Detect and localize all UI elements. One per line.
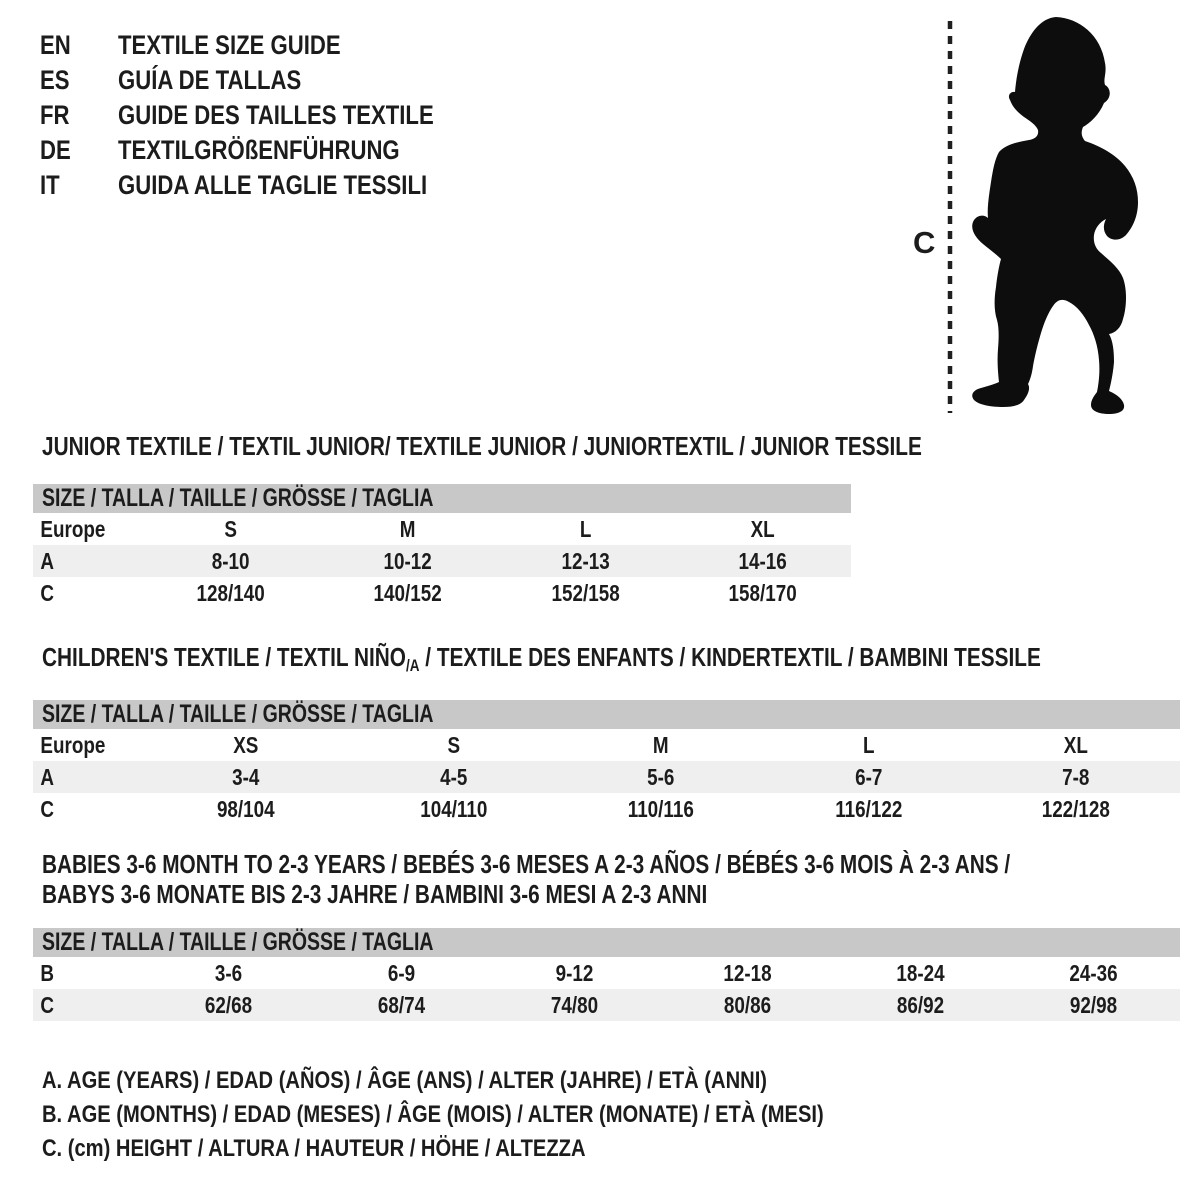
- table-title-text: [42, 431, 922, 461]
- size-cell: XL: [1064, 731, 1089, 758]
- size-cell: 80/86: [723, 991, 772, 1018]
- language-code: DE: [40, 135, 71, 165]
- size-cell: 98/104: [216, 795, 275, 822]
- size-cell: 8-10: [211, 547, 250, 574]
- size-cell: XL: [750, 515, 775, 542]
- size-cell: 14-16: [738, 547, 787, 574]
- size-cell: 122/128: [1042, 795, 1111, 822]
- size-header-bar: [33, 484, 851, 513]
- table-title-segment: JUNIOR TEXTILE / TEXTIL JUNIOR/ TEXTILE JUNIOR / JUNIORTEXTIL / JUNIOR TESSILE: [42, 431, 922, 461]
- guide-title: GUÍA DE TALLAS: [118, 65, 302, 95]
- guide-title: GUIDE DES TAILLES TEXTILE: [118, 100, 434, 130]
- language-row: [40, 133, 503, 168]
- row-label: Europe: [40, 515, 106, 542]
- table-title-text: [42, 642, 1041, 681]
- size-cell: M: [400, 515, 416, 542]
- size-cell: 3-6: [214, 959, 243, 986]
- table-title-segment: BABIES 3-6 MONTH TO 2-3 YEARS / BEBÉS 3-6 MESES A 2-3 AÑOS / BÉBÉS 3-6 MOIS À 2-3 ANS /: [42, 849, 1011, 879]
- table-title-line: [42, 879, 1180, 909]
- size-cell: 12-13: [560, 547, 610, 574]
- size-cell: 12-18: [723, 959, 772, 986]
- size-cell: L: [579, 515, 591, 542]
- measurement-figure-svg: [893, 10, 1153, 422]
- size-cell: 9-12: [555, 959, 594, 986]
- legend-line: A. AGE (YEARS) / EDAD (AÑOS) / ÂGE (ANS) / ALTER (JAHRE) / ETÀ (ANNI): [42, 1067, 768, 1094]
- size-cell: 140/152: [373, 579, 442, 606]
- row-label: A: [40, 547, 55, 574]
- table-row: [33, 513, 851, 545]
- size-cell: 6-9: [387, 959, 416, 986]
- language-code: ES: [40, 65, 70, 95]
- size-cell: S: [447, 731, 460, 758]
- table-title-text: [42, 849, 1010, 879]
- size-cell: 116/122: [835, 795, 903, 822]
- size-cell: 5-6: [647, 763, 675, 790]
- size-cell: 7-8: [1062, 763, 1090, 790]
- row-label: C: [40, 579, 55, 606]
- table-row: [33, 989, 1180, 1021]
- legend-line: C. (cm) HEIGHT / ALTURA / HAUTEUR / HÖHE / ALTEZZA: [42, 1135, 586, 1162]
- table-row: [33, 577, 851, 609]
- size-cell: 152/158: [551, 579, 620, 606]
- size-table-t-children: [33, 642, 1180, 825]
- language-code: IT: [40, 170, 60, 200]
- table-title-text: [42, 879, 707, 909]
- size-cell: 86/92: [896, 991, 945, 1018]
- size-cell: 110/116: [627, 795, 695, 822]
- size-cell: M: [653, 731, 669, 758]
- measurement-legend: [42, 1064, 973, 1166]
- table-row: [33, 545, 851, 577]
- size-cell: 128/140: [196, 579, 265, 606]
- row-label: C: [40, 795, 55, 822]
- table-title: [33, 849, 1180, 909]
- table-title: [33, 642, 1180, 681]
- table-title-segment: CHILDREN'S TEXTILE / TEXTIL NIÑO: [42, 642, 406, 672]
- table-title-line: [42, 431, 922, 461]
- toddler-silhouette-icon: [972, 17, 1138, 414]
- row-label: C: [40, 991, 55, 1018]
- size-cell: 6-7: [854, 763, 883, 790]
- table-row: [33, 761, 1180, 793]
- size-cell: 104/110: [419, 795, 487, 822]
- table-title-segment: / TEXTILE DES ENFANTS / KINDERTEXTIL / BAMBINI TESSILE: [419, 642, 1041, 672]
- size-header-text: SIZE / TALLA / TAILLE / GRÖSSE / TAGLIA: [42, 928, 434, 956]
- language-row: [40, 98, 503, 133]
- table-title: [33, 431, 922, 461]
- language-row: [40, 63, 503, 98]
- language-title-list: [40, 28, 503, 203]
- row-label: A: [40, 763, 55, 790]
- size-header-bar: [33, 928, 1180, 957]
- size-cell: 62/68: [204, 991, 253, 1018]
- size-header-text: SIZE / TALLA / TAILLE / GRÖSSE / TAGLIA: [42, 700, 434, 728]
- size-table-t-babies: [33, 849, 1180, 1021]
- table-row: [33, 729, 1180, 761]
- table-title-subscript: /A: [405, 656, 420, 675]
- size-cell: 10-12: [383, 547, 432, 574]
- size-cell: L: [862, 731, 875, 758]
- table-row: [33, 793, 1180, 825]
- guide-title: TEXTILGRÖßENFÜHRUNG: [118, 135, 400, 165]
- size-cell: S: [224, 515, 237, 542]
- size-header-text: SIZE / TALLA / TAILLE / GRÖSSE / TAGLIA: [42, 484, 434, 512]
- table-title-segment: BABYS 3-6 MONATE BIS 2-3 JAHRE / BAMBINI 3-6 MESI A 2-3 ANNI: [42, 879, 708, 909]
- table-title-line: [42, 849, 1180, 879]
- legend-line: B. AGE (MONTHS) / EDAD (MESES) / ÂGE (MOIS) / ALTER (MONATE) / ETÀ (MESI): [42, 1101, 824, 1128]
- size-cell: 158/170: [728, 579, 797, 606]
- guide-title: GUIDA ALLE TAGLIE TESSILI: [118, 170, 428, 200]
- language-code: EN: [40, 30, 71, 60]
- size-cell: 24-36: [1069, 959, 1118, 986]
- table-row: [33, 957, 1180, 989]
- baby-measurement-figure: [893, 10, 1153, 422]
- table-title-line: [42, 642, 1180, 681]
- size-cell: 3-4: [232, 763, 260, 790]
- guide-title: TEXTILE SIZE GUIDE: [118, 30, 341, 60]
- size-cell: 4-5: [439, 763, 468, 790]
- size-header-bar: [33, 700, 1180, 729]
- height-measure-label: C: [913, 225, 936, 260]
- row-label: B: [40, 959, 55, 986]
- size-cell: XS: [233, 731, 259, 758]
- row-label: Europe: [40, 731, 106, 758]
- language-code: FR: [40, 100, 70, 130]
- size-table-t-junior: [33, 431, 922, 609]
- language-row: [40, 168, 503, 203]
- size-cell: 18-24: [896, 959, 945, 986]
- size-cell: 92/98: [1069, 991, 1118, 1018]
- language-row: [40, 28, 503, 63]
- size-cell: 68/74: [377, 991, 426, 1018]
- size-cell: 74/80: [550, 991, 599, 1018]
